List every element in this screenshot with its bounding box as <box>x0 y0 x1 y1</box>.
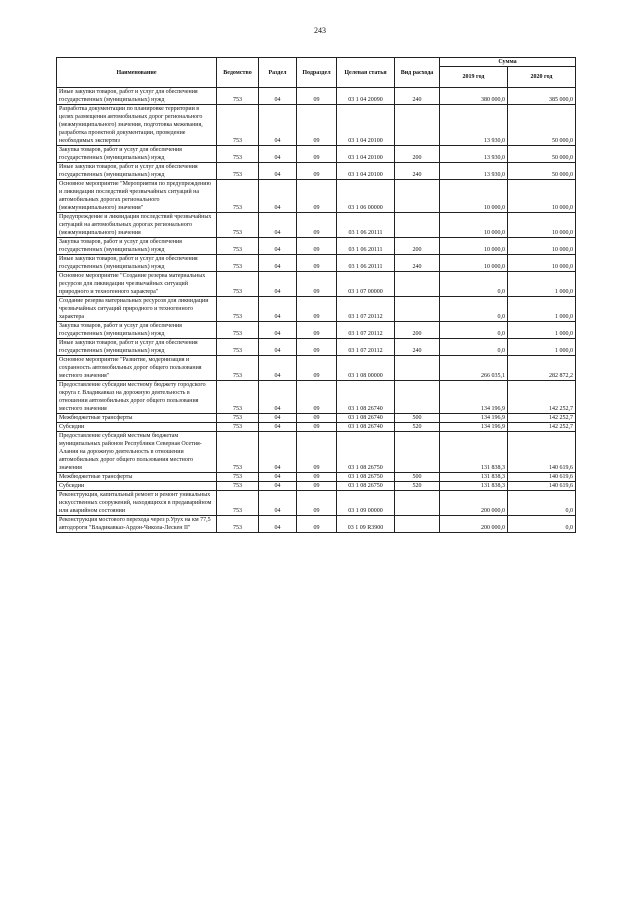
row-name: Межбюджетные трансферты <box>57 473 217 482</box>
row-sum-2019: 0,0 <box>440 297 508 322</box>
row-target-article: 03 1 04 20090 <box>337 88 395 105</box>
row-razdel: 04 <box>259 88 297 105</box>
row-vedomstvo: 753 <box>217 297 259 322</box>
row-podrazdel: 09 <box>297 238 337 255</box>
row-podrazdel: 09 <box>297 88 337 105</box>
row-razdel: 04 <box>259 414 297 423</box>
table-row <box>57 105 576 146</box>
row-podrazdel: 09 <box>297 432 337 473</box>
row-target-article: 03 1 06 20111 <box>337 255 395 272</box>
row-sum-2020: 142 252,7 <box>508 414 576 423</box>
row-sum-2020: 142 252,7 <box>508 423 576 432</box>
row-sum-2020: 50 000,0 <box>508 146 576 163</box>
row-podrazdel: 09 <box>297 339 337 356</box>
row-vedomstvo: 753 <box>217 491 259 516</box>
row-name: Основное мероприятие "Создание резерва материальных ресурсов для ликвидации чрезвычайных ситуаций природного и техногенного характера" <box>57 272 217 297</box>
row-vedomstvo: 753 <box>217 272 259 297</box>
row-sum-2019: 13 930,0 <box>440 146 508 163</box>
row-expense-type: 200 <box>395 238 440 255</box>
row-name: Реконструкция мостового перехода через р.Урух на км 77,5 автодороги "Владикавказ-Ардон-Чикола-Лескен II" <box>57 516 217 533</box>
row-podrazdel: 09 <box>297 180 337 213</box>
row-sum-2019: 131 838,3 <box>440 482 508 491</box>
row-sum-2020: 10 000,0 <box>508 238 576 255</box>
table-row <box>57 356 576 381</box>
header-target-article: Целевая статья <box>337 58 395 88</box>
row-expense-type: 520 <box>395 423 440 432</box>
table-row <box>57 423 576 432</box>
row-sum-2020: 140 619,6 <box>508 432 576 473</box>
row-expense-type <box>395 297 440 322</box>
table-row <box>57 473 576 482</box>
row-expense-type: 200 <box>395 146 440 163</box>
table-row <box>57 238 576 255</box>
row-target-article: 03 1 07 00000 <box>337 272 395 297</box>
row-razdel: 04 <box>259 473 297 482</box>
table-row <box>57 163 576 180</box>
row-target-article: 03 1 08 26750 <box>337 482 395 491</box>
row-vedomstvo: 753 <box>217 322 259 339</box>
row-vedomstvo: 753 <box>217 339 259 356</box>
row-vedomstvo: 753 <box>217 88 259 105</box>
row-expense-type <box>395 516 440 533</box>
budget-table <box>56 57 576 533</box>
row-podrazdel: 09 <box>297 381 337 414</box>
row-expense-type: 240 <box>395 163 440 180</box>
row-vedomstvo: 753 <box>217 414 259 423</box>
row-expense-type: 200 <box>395 322 440 339</box>
row-podrazdel: 09 <box>297 491 337 516</box>
row-sum-2020: 282 872,2 <box>508 356 576 381</box>
row-vedomstvo: 753 <box>217 356 259 381</box>
row-expense-type <box>395 105 440 146</box>
row-vedomstvo: 753 <box>217 238 259 255</box>
row-podrazdel: 09 <box>297 322 337 339</box>
row-sum-2019: 380 000,0 <box>440 88 508 105</box>
row-sum-2020: 140 619,6 <box>508 473 576 482</box>
row-razdel: 04 <box>259 482 297 491</box>
row-sum-2019: 266 035,1 <box>440 356 508 381</box>
row-expense-type: 240 <box>395 255 440 272</box>
row-name: Субсидии <box>57 482 217 491</box>
row-vedomstvo: 753 <box>217 180 259 213</box>
row-razdel: 04 <box>259 213 297 238</box>
row-razdel: 04 <box>259 180 297 213</box>
row-podrazdel: 09 <box>297 356 337 381</box>
page-number: 243 <box>314 26 326 35</box>
row-sum-2019: 131 838,3 <box>440 432 508 473</box>
row-sum-2019: 13 930,0 <box>440 105 508 146</box>
row-sum-2019: 0,0 <box>440 272 508 297</box>
row-name: Закупка товаров, работ и услуг для обеспечения государственных (муниципальных) нужд <box>57 238 217 255</box>
row-name: Основное мероприятие "Мероприятия по предупреждению и ликвидации последствий чрезвычайных ситуаций на автомобильных дорогах регионального (межмуниципального) значения" <box>57 180 217 213</box>
table-row <box>57 414 576 423</box>
row-name: Иные закупки товаров, работ и услуг для обеспечения государственных (муниципальных) нужд <box>57 255 217 272</box>
row-sum-2019: 131 838,3 <box>440 473 508 482</box>
row-sum-2019: 13 930,0 <box>440 163 508 180</box>
row-razdel: 04 <box>259 272 297 297</box>
row-name: Предоставление субсидии местному бюджету городского округа г. Владикавказ на дорожную деятельность в отношении автомобильных дорог общего пользования местного значения <box>57 381 217 414</box>
row-expense-type <box>395 356 440 381</box>
row-razdel: 04 <box>259 163 297 180</box>
row-razdel: 04 <box>259 339 297 356</box>
table-row <box>57 516 576 533</box>
row-sum-2019: 10 000,0 <box>440 213 508 238</box>
table-row <box>57 272 576 297</box>
row-vedomstvo: 753 <box>217 432 259 473</box>
header-vedomstvo: Ведомство <box>217 58 259 88</box>
row-sum-2019: 0,0 <box>440 339 508 356</box>
row-razdel: 04 <box>259 297 297 322</box>
row-podrazdel: 09 <box>297 146 337 163</box>
row-expense-type <box>395 381 440 414</box>
row-podrazdel: 09 <box>297 482 337 491</box>
row-target-article: 03 1 07 20112 <box>337 339 395 356</box>
row-vedomstvo: 753 <box>217 146 259 163</box>
row-sum-2020: 140 619,6 <box>508 482 576 491</box>
row-name: Основное мероприятие "Развитие, модернизация и сохранность автомобильных дорог общего пользования местного значения" <box>57 356 217 381</box>
row-razdel: 04 <box>259 491 297 516</box>
row-vedomstvo: 753 <box>217 255 259 272</box>
row-name: Реконструкция, капитальный ремонт и ремонт уникальных искусственных сооружений, находящихся в предаварийном или аварийном состоянии <box>57 491 217 516</box>
row-name: Закупка товаров, работ и услуг для обеспечения государственных (муниципальных) нужд <box>57 322 217 339</box>
row-razdel: 04 <box>259 322 297 339</box>
row-target-article: 03 1 08 26740 <box>337 423 395 432</box>
row-razdel: 04 <box>259 105 297 146</box>
table-row <box>57 146 576 163</box>
row-expense-type: 240 <box>395 88 440 105</box>
row-name: Разработка документации по планировке территории в целях размещения автомобильных дорог регионального (межмуниципального) значения, подготовка межевания, разработка проектной документации, проведение необходимых экспертиз <box>57 105 217 146</box>
row-podrazdel: 09 <box>297 297 337 322</box>
row-podrazdel: 09 <box>297 414 337 423</box>
row-expense-type <box>395 272 440 297</box>
row-sum-2020: 0,0 <box>508 516 576 533</box>
header-podrazdel: Подраздел <box>297 58 337 88</box>
row-target-article: 03 1 06 20111 <box>337 213 395 238</box>
row-name: Закупка товаров, работ и услуг для обеспечения государственных (муниципальных) нужд <box>57 146 217 163</box>
header-year-2019: 2019 год <box>440 67 508 88</box>
row-sum-2020: 10 000,0 <box>508 213 576 238</box>
row-target-article: 03 1 04 20100 <box>337 105 395 146</box>
row-sum-2020: 1 000,0 <box>508 339 576 356</box>
row-expense-type: 520 <box>395 482 440 491</box>
row-sum-2020: 142 252,7 <box>508 381 576 414</box>
row-vedomstvo: 753 <box>217 423 259 432</box>
row-razdel: 04 <box>259 381 297 414</box>
row-expense-type: 240 <box>395 339 440 356</box>
row-expense-type: 500 <box>395 473 440 482</box>
row-sum-2019: 10 000,0 <box>440 238 508 255</box>
row-expense-type <box>395 432 440 473</box>
row-podrazdel: 09 <box>297 516 337 533</box>
row-target-article: 03 1 07 20112 <box>337 297 395 322</box>
row-vedomstvo: 753 <box>217 163 259 180</box>
row-name: Иные закупки товаров, работ и услуг для обеспечения государственных (муниципальных) нужд <box>57 163 217 180</box>
row-name: Межбюджетные трансферты <box>57 414 217 423</box>
row-name: Предупреждение и ликвидация последствий чрезвычайных ситуаций на автомобильных дорогах регионального (межмуниципального) значения <box>57 213 217 238</box>
row-podrazdel: 09 <box>297 423 337 432</box>
header-year-2020: 2020 год <box>508 67 576 88</box>
row-vedomstvo: 753 <box>217 516 259 533</box>
header-razdel: Раздел <box>259 58 297 88</box>
row-razdel: 04 <box>259 356 297 381</box>
table-row <box>57 88 576 105</box>
table-row <box>57 339 576 356</box>
row-sum-2020: 50 000,0 <box>508 105 576 146</box>
row-sum-2020: 10 000,0 <box>508 180 576 213</box>
row-target-article: 03 1 08 26750 <box>337 432 395 473</box>
row-name: Предоставление субсидий местным бюджетам муниципальных районов Республики Северная Осетия-Алания на дорожную деятельность в отношении автомобильных дорог общего пользования местного значения <box>57 432 217 473</box>
row-sum-2020: 1 000,0 <box>508 297 576 322</box>
row-target-article: 03 1 08 26740 <box>337 414 395 423</box>
row-razdel: 04 <box>259 255 297 272</box>
row-name: Иные закупки товаров, работ и услуг для обеспечения государственных (муниципальных) нужд <box>57 339 217 356</box>
row-podrazdel: 09 <box>297 105 337 146</box>
table-row <box>57 255 576 272</box>
row-sum-2020: 1 000,0 <box>508 322 576 339</box>
row-target-article: 03 1 09 00000 <box>337 491 395 516</box>
row-target-article: 03 1 08 26750 <box>337 473 395 482</box>
row-sum-2020: 1 000,0 <box>508 272 576 297</box>
row-expense-type <box>395 213 440 238</box>
row-vedomstvo: 753 <box>217 473 259 482</box>
table-row <box>57 432 576 473</box>
table-row <box>57 381 576 414</box>
row-sum-2020: 10 000,0 <box>508 255 576 272</box>
row-podrazdel: 09 <box>297 163 337 180</box>
row-expense-type: 500 <box>395 414 440 423</box>
row-sum-2020: 385 000,0 <box>508 88 576 105</box>
row-target-article: 03 1 08 00000 <box>337 356 395 381</box>
row-vedomstvo: 753 <box>217 105 259 146</box>
table-row <box>57 297 576 322</box>
row-vedomstvo: 753 <box>217 213 259 238</box>
row-name: Создание резерва материальных ресурсов для ликвидации чрезвычайных ситуаций природного и техногенного характера <box>57 297 217 322</box>
row-target-article: 03 1 06 00000 <box>337 180 395 213</box>
row-target-article: 03 1 09 R3900 <box>337 516 395 533</box>
row-target-article: 03 1 06 20111 <box>337 238 395 255</box>
row-razdel: 04 <box>259 516 297 533</box>
row-podrazdel: 09 <box>297 255 337 272</box>
table-row <box>57 180 576 213</box>
row-expense-type <box>395 180 440 213</box>
row-sum-2019: 10 000,0 <box>440 180 508 213</box>
row-sum-2019: 134 196,9 <box>440 414 508 423</box>
row-podrazdel: 09 <box>297 473 337 482</box>
row-target-article: 03 1 07 20112 <box>337 322 395 339</box>
header-name: Наименование <box>57 58 217 88</box>
table-row <box>57 491 576 516</box>
row-sum-2020: 0,0 <box>508 491 576 516</box>
row-sum-2019: 134 196,9 <box>440 423 508 432</box>
row-sum-2019: 134 196,9 <box>440 381 508 414</box>
row-vedomstvo: 753 <box>217 482 259 491</box>
row-sum-2019: 200 000,0 <box>440 516 508 533</box>
row-expense-type <box>395 491 440 516</box>
header-sum: Сумма <box>440 58 576 67</box>
table-row <box>57 482 576 491</box>
row-razdel: 04 <box>259 146 297 163</box>
table-row <box>57 322 576 339</box>
header-expense-type: Вид расхода <box>395 58 440 88</box>
row-target-article: 03 1 04 20100 <box>337 163 395 180</box>
row-sum-2019: 10 000,0 <box>440 255 508 272</box>
row-name: Иные закупки товаров, работ и услуг для обеспечения государственных (муниципальных) нужд <box>57 88 217 105</box>
row-vedomstvo: 753 <box>217 381 259 414</box>
row-target-article: 03 1 08 26740 <box>337 381 395 414</box>
row-razdel: 04 <box>259 432 297 473</box>
row-podrazdel: 09 <box>297 213 337 238</box>
row-razdel: 04 <box>259 423 297 432</box>
row-target-article: 03 1 04 20100 <box>337 146 395 163</box>
row-razdel: 04 <box>259 238 297 255</box>
row-podrazdel: 09 <box>297 272 337 297</box>
row-sum-2019: 200 000,0 <box>440 491 508 516</box>
table-row <box>57 213 576 238</box>
row-sum-2020: 50 000,0 <box>508 163 576 180</box>
row-name: Субсидии <box>57 423 217 432</box>
row-sum-2019: 0,0 <box>440 322 508 339</box>
